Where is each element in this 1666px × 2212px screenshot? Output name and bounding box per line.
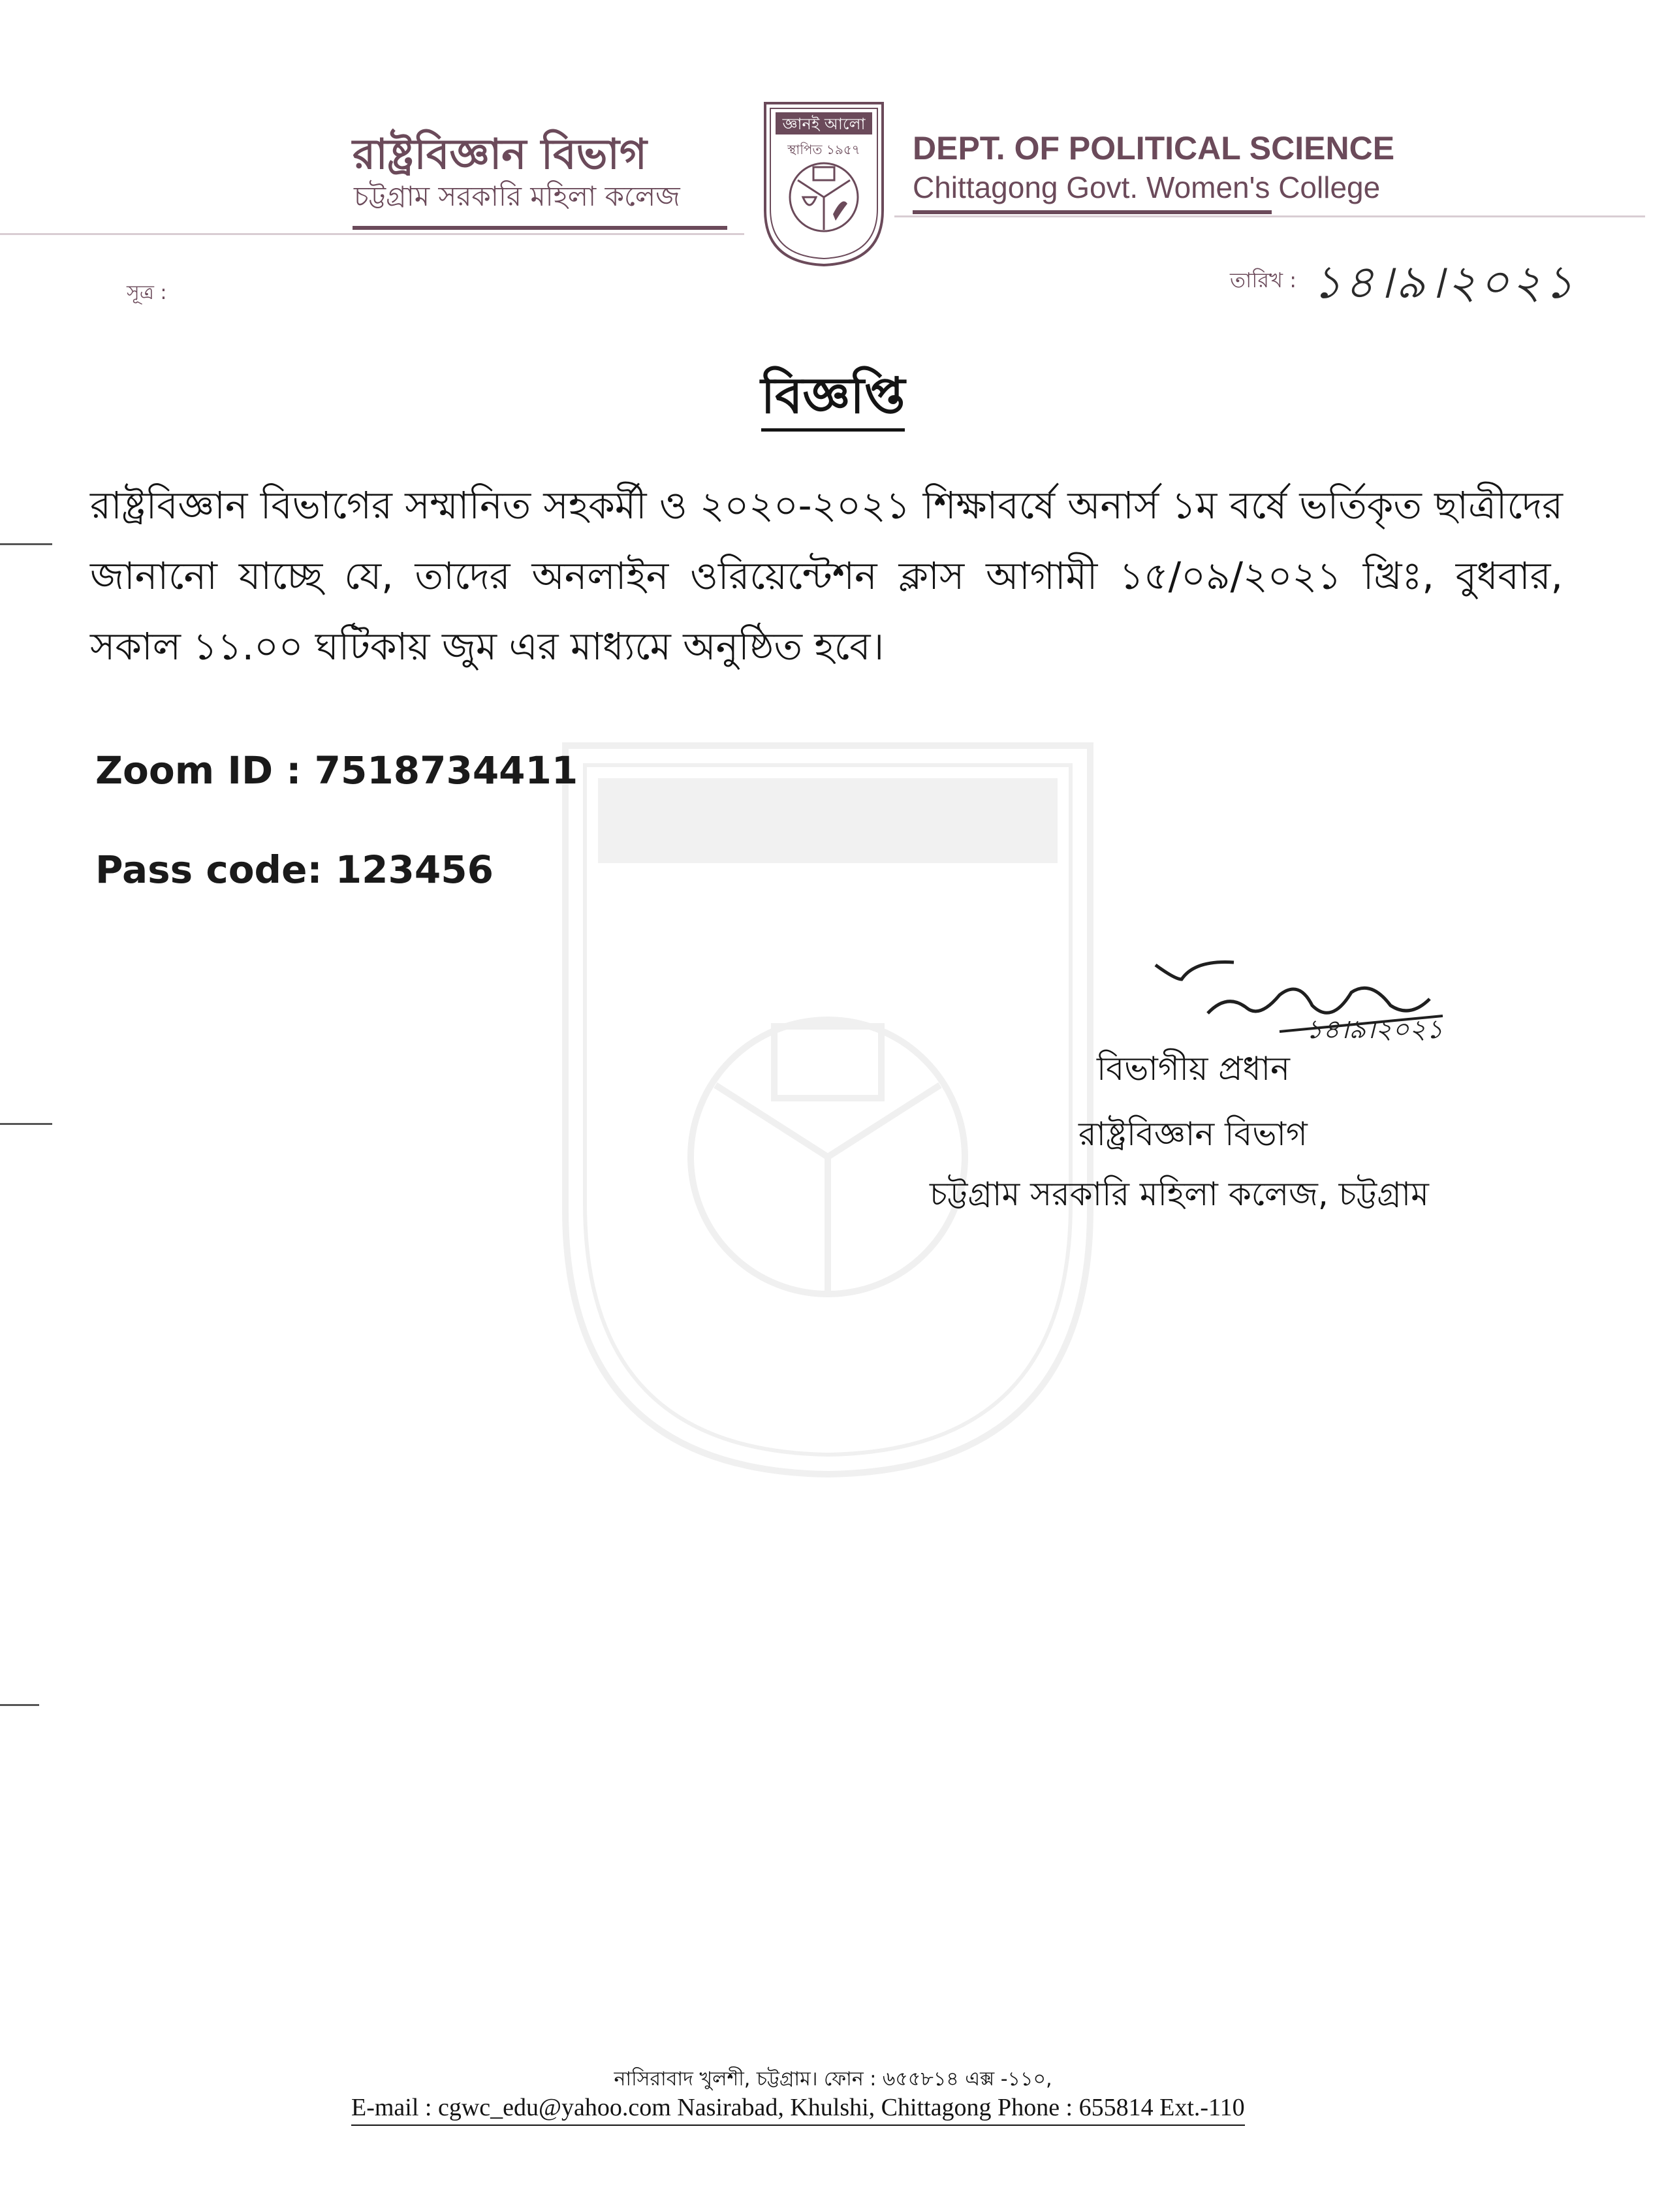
scan-mark — [0, 1704, 39, 1706]
notice-title-text: বিজ্ঞপ্তি — [761, 366, 905, 432]
college-name-en: Chittagong Govt. Women's College — [913, 170, 1381, 204]
notice-body: রাষ্ট্রবিজ্ঞান বিভাগের সম্মানিত সহকর্মী ও ২০২০-২০২১ শিক্ষাবর্ষে অনার্স ১ম বর্ষে ভর্তিকৃত ছাত্রীদের জানানো যাচ্ছে যে, তাদের অনলাইন ওরিয়েন্টেশন ক্লাস আগামী ১৫/০৯/২০২১ খ্রিঃ, বুধবার, সকাল ১১.০০ ঘটিকায় জুম এর মাধ্যমে অনুষ্ঠিত হবে। — [90, 483, 1563, 669]
reference-label: সূত্র : — [127, 281, 167, 304]
header-rule-bn — [353, 226, 727, 230]
footer-contact-en: E-mail : cgwc_edu@yahoo.com Nasirabad, Khulshi, Chittagong Phone : 655814 Ext.-110 — [351, 2093, 1245, 2126]
signatory-dept: রাষ্ট্রবিজ্ঞান বিভাগ — [1078, 1115, 1308, 1153]
scan-mark — [0, 543, 52, 545]
zoom-id: Zoom ID : 7518734411 — [95, 748, 578, 793]
scan-mark — [0, 1123, 52, 1125]
date-label: তারিখ : — [1230, 268, 1297, 292]
header-rule-en — [913, 210, 1272, 214]
signatory-title: বিভাগীয় প্রধান — [1097, 1050, 1290, 1088]
college-logo-icon — [761, 99, 887, 269]
logo-motto: জ্ঞানই আলো — [782, 115, 866, 133]
date-value: ১৪।৯।২০২১ — [1312, 255, 1577, 309]
signatory-college: চট্টগ্রাম সরকারি মহিলা কলেজ, চট্টগ্রাম — [930, 1175, 1429, 1213]
pass-code: Pass code: 123456 — [95, 847, 494, 892]
signature-date: ১৪।৯।২০২১ — [1306, 1015, 1443, 1045]
footer-address-bn: নাসিরাবাদ খুলশী, চট্টগ্রাম। ফোন : ৬৫৫৮১৪ এক্স -১১০, — [614, 2068, 1052, 2091]
watermark-seal-icon — [559, 739, 1097, 1481]
logo-established: স্থাপিত ১৯৫৭ — [787, 142, 860, 157]
header-line-right — [894, 215, 1645, 217]
header-line-left — [0, 233, 744, 235]
dept-name-en: DEPT. OF POLITICAL SCIENCE — [913, 130, 1395, 166]
dept-name-bn: রাষ্ট্রবিজ্ঞান বিভাগ — [353, 131, 647, 179]
college-name-bn: চট্টগ্রাম সরকারি মহিলা কলেজ — [354, 180, 680, 212]
notice-title — [0, 358, 1666, 441]
signature-icon — [1136, 953, 1475, 1051]
